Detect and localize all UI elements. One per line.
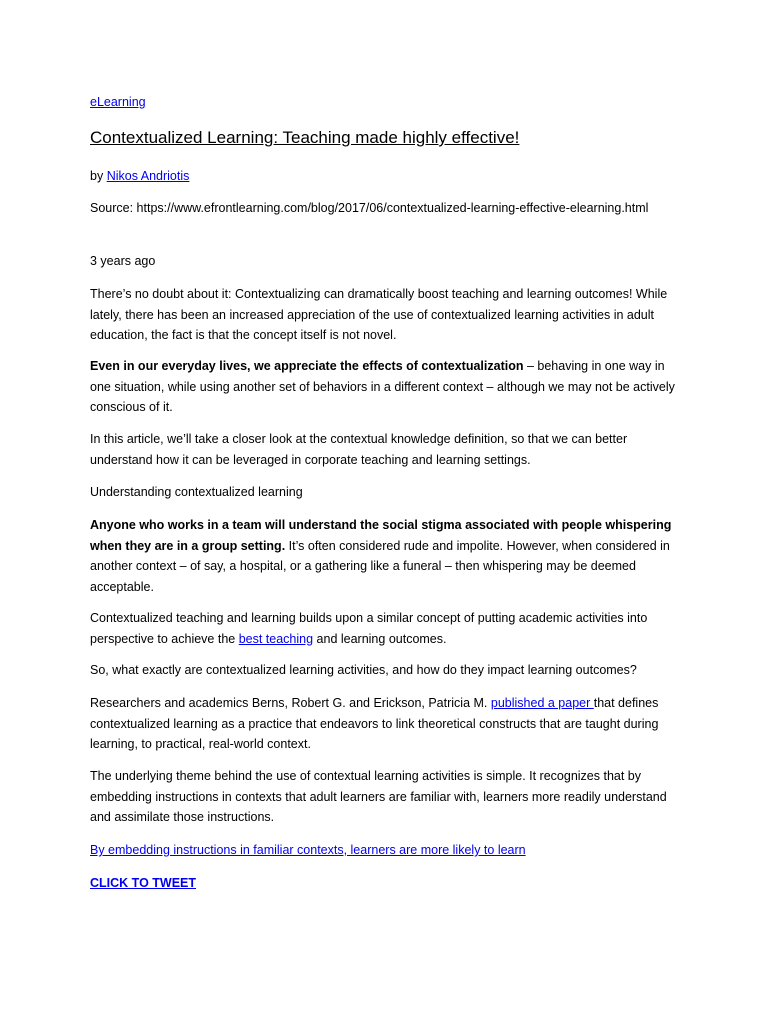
- section-heading: Understanding contextualized learning: [90, 485, 303, 499]
- paragraph-2-rest: – behaving in one way in one situation, while using another set of behaviors in a different context – although we may not be actively conscious of it.: [90, 359, 675, 414]
- paragraph-4-rest: It’s often considered rude and impolite. However, when considered in another context – of say, a hospital, or a gathering like a funeral – then whispering may be deemed acceptable.: [90, 538, 670, 594]
- paragraph-5: [90, 608, 680, 649]
- byline-prefix: by: [90, 169, 107, 183]
- category-link[interactable]: eLearning: [90, 95, 146, 109]
- paragraph-2: [90, 356, 680, 418]
- paragraph-7-pre: Researchers and academics Berns, Robert G. and Erickson, Patricia M.: [90, 696, 491, 710]
- source-line: Source: https://www.efrontlearning.com/blog/2017/06/contextualized-learning-effective-elearning.html: [90, 201, 649, 215]
- article-age: 3 years ago: [90, 254, 156, 268]
- paragraph-8: The underlying theme behind the use of contextual learning activities is simple. It recognizes that by embedding instructions in contexts that adult learners are familiar with, learners more readily understand and assimilate those instructions.: [90, 769, 667, 824]
- article-title: [90, 125, 519, 151]
- tweet-button-wrapper: [90, 873, 680, 894]
- published-paper-link[interactable]: published a paper: [490, 696, 594, 710]
- best-teaching-link[interactable]: best teaching: [238, 631, 314, 646]
- paragraph-4: [90, 515, 680, 597]
- category-link-wrapper: [90, 93, 146, 111]
- tweet-quote-wrapper: [90, 840, 680, 861]
- paragraph-5-post: and learning outcomes.: [313, 631, 447, 646]
- click-to-tweet-link[interactable]: CLICK TO TWEET: [90, 876, 197, 890]
- paragraph-2-bold: Even in our everyday lives, we appreciate the effects of contextualization: [90, 359, 524, 373]
- tweet-quote-link[interactable]: By embedding instructions in familiar contexts, learners are more likely to learn: [90, 843, 526, 857]
- byline: [90, 166, 680, 187]
- author-link[interactable]: Nikos Andriotis: [106, 169, 190, 183]
- paragraph-7: [90, 693, 680, 755]
- paragraph-5-pre: Contextualized teaching and learning builds upon a similar concept of putting academic activities into perspective to achieve the: [90, 611, 648, 646]
- paragraph-1: There’s no doubt about it: Contextualizing can dramatically boost teaching and learning outcomes! While lately, there has been an increased appreciation of the use of contextualized learning activities in adult education, the fact is that the concept itself is not novel.: [90, 287, 668, 342]
- paragraph-4-bold: Anyone who works in a team will understand the social stigma associated with people whispering when they are in a group setting.: [90, 518, 672, 553]
- paragraph-3: In this article, we’ll take a closer look at the contextual knowledge definition, so that we can better understand how it can be leveraged in corporate teaching and learning settings.: [90, 432, 628, 467]
- paragraph-7-post: that defines contextualized learning as a practice that endeavors to link theoretical constructs that are taught during learning, to practical, real-world context.: [90, 696, 659, 751]
- paragraph-6: So, what exactly are contextualized learning activities, and how do they impact learning outcomes?: [90, 663, 637, 677]
- article-title-link[interactable]: Contextualized Learning: Teaching made highly effective!: [90, 128, 520, 147]
